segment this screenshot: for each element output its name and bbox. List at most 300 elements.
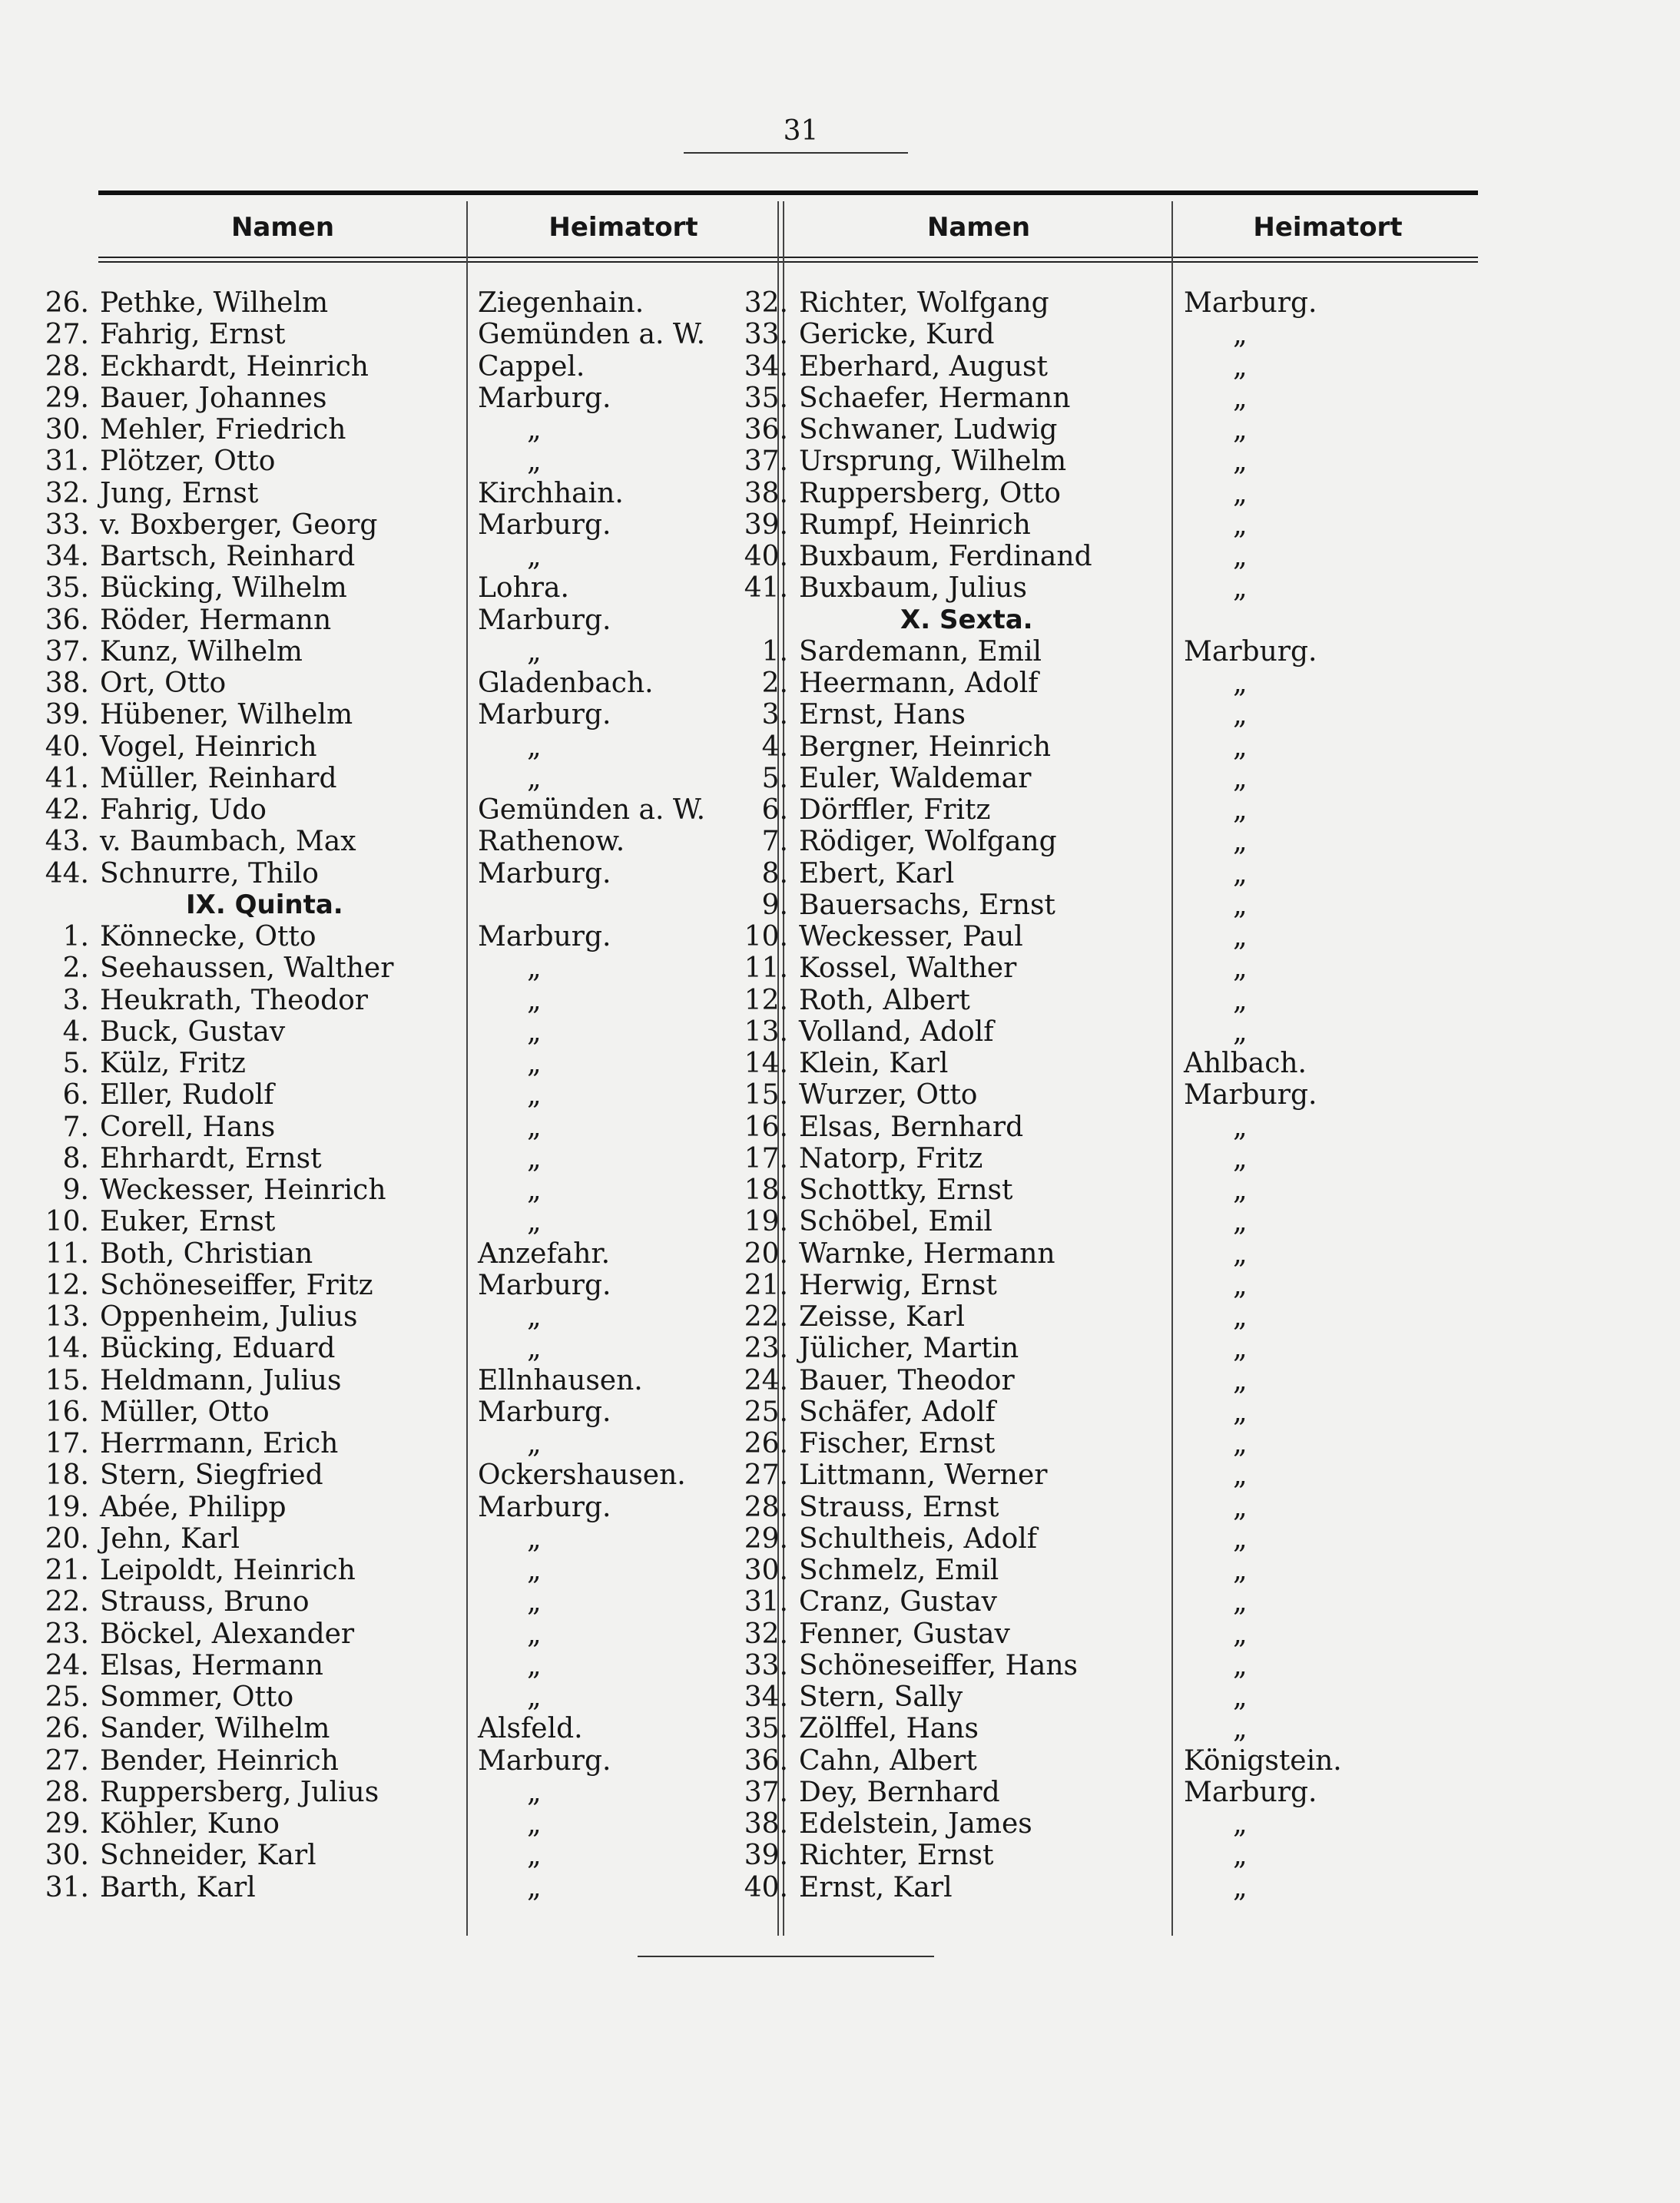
- student-name: Jehn, Karl: [100, 1522, 240, 1555]
- student-number: 6.: [62, 1079, 89, 1111]
- student-row: [43, 826, 773, 857]
- student-hometown: „: [1233, 1301, 1248, 1333]
- student-row: [742, 731, 1510, 763]
- student-name: Zeisse, Karl: [799, 1301, 966, 1333]
- student-hometown: Gemünden a. W.: [478, 794, 706, 826]
- student-hometown: „: [1233, 984, 1248, 1016]
- student-hometown: „: [1233, 1491, 1248, 1523]
- student-name: Ebert, Karl: [799, 857, 955, 889]
- student-row: [742, 952, 1510, 984]
- student-row: [43, 1270, 773, 1301]
- student-number: 37.: [744, 1776, 788, 1808]
- student-number: 43.: [45, 826, 89, 858]
- student-name: Kunz, Wilhelm: [100, 635, 303, 668]
- student-name: Bauersachs, Ernst: [799, 889, 1055, 921]
- student-number: 38.: [744, 477, 788, 509]
- student-name: Elsas, Bernhard: [799, 1111, 1024, 1143]
- student-number: 15.: [45, 1364, 89, 1396]
- student-number: 36.: [744, 1744, 788, 1777]
- student-hometown: „: [1233, 1459, 1248, 1492]
- student-name: Bauer, Theodor: [799, 1364, 1015, 1396]
- header-hometown-left: Heimatort: [548, 212, 698, 243]
- student-hometown: Marburg.: [478, 1744, 611, 1777]
- student-number: 4.: [761, 730, 788, 763]
- student-hometown: „: [527, 1840, 542, 1872]
- student-number: 21.: [744, 1269, 788, 1301]
- student-name: Strauss, Bruno: [100, 1586, 310, 1618]
- student-hometown: „: [1233, 1396, 1248, 1428]
- student-name: Schneider, Karl: [100, 1840, 316, 1872]
- page-number: 31: [783, 115, 819, 147]
- student-number: 27.: [45, 1744, 89, 1777]
- student-row: [742, 287, 1510, 319]
- student-hometown: Anzefahr.: [478, 1237, 611, 1270]
- student-number: 17.: [45, 1428, 89, 1459]
- student-number: 42.: [45, 794, 89, 826]
- student-number: 30.: [45, 414, 89, 446]
- student-row: [43, 1016, 773, 1048]
- student-name: Schäfer, Adolf: [799, 1396, 996, 1428]
- section-heading: X. Sexta.: [900, 604, 1033, 635]
- student-hometown: „: [527, 1522, 542, 1555]
- student-row: [43, 1555, 773, 1586]
- student-row: [742, 478, 1510, 509]
- student-number: 8.: [761, 857, 788, 889]
- student-row: [43, 1459, 773, 1491]
- student-number: 5.: [761, 762, 788, 794]
- student-row: [742, 1713, 1510, 1744]
- student-number: 14.: [45, 1333, 89, 1365]
- student-name: Wurzer, Otto: [799, 1079, 978, 1111]
- student-row: [43, 858, 773, 889]
- student-hometown: Marburg.: [478, 382, 611, 414]
- student-hometown: „: [1233, 1871, 1248, 1903]
- student-number: 41.: [45, 762, 89, 794]
- student-hometown: „: [1233, 1713, 1248, 1745]
- student-name: Ursprung, Wilhelm: [799, 446, 1067, 478]
- student-name: Weckesser, Heinrich: [100, 1174, 386, 1206]
- student-row: [742, 1270, 1510, 1301]
- student-name: Rödiger, Wolfgang: [799, 826, 1057, 858]
- student-row: [43, 1238, 773, 1270]
- student-name: Cahn, Albert: [799, 1744, 977, 1777]
- student-hometown: „: [1233, 1681, 1248, 1713]
- student-row: [742, 541, 1510, 572]
- student-name: Heermann, Adolf: [799, 668, 1039, 699]
- student-hometown: „: [527, 1048, 542, 1079]
- student-hometown: „: [1233, 1111, 1248, 1143]
- student-name: Ernst, Hans: [799, 699, 966, 731]
- student-hometown: „: [1233, 1142, 1248, 1174]
- student-number: 39.: [744, 1840, 788, 1872]
- student-number: 32.: [45, 477, 89, 509]
- student-row: [742, 572, 1510, 604]
- student-hometown: Marburg.: [1184, 287, 1317, 319]
- student-row: [742, 509, 1510, 541]
- student-name: Dörffler, Fritz: [799, 794, 991, 826]
- student-hometown: Marburg.: [478, 699, 611, 731]
- student-hometown: „: [527, 984, 542, 1016]
- student-name: Bender, Heinrich: [100, 1744, 339, 1777]
- student-hometown: „: [527, 1681, 542, 1713]
- student-hometown: Ellnhausen.: [478, 1364, 643, 1396]
- student-name: Littmann, Werner: [799, 1459, 1048, 1492]
- student-hometown: Gladenbach.: [478, 668, 654, 699]
- student-hometown: „: [1233, 1649, 1248, 1681]
- student-name: Elsas, Hermann: [100, 1649, 323, 1681]
- student-name: Abée, Philipp: [100, 1491, 287, 1523]
- student-hometown: „: [1233, 1618, 1248, 1650]
- student-number: 4.: [62, 1015, 89, 1048]
- student-row: [43, 1586, 773, 1618]
- student-number: 29.: [45, 382, 89, 414]
- student-name: Dey, Bernhard: [799, 1776, 1000, 1808]
- student-hometown: „: [1233, 794, 1248, 826]
- student-row: [43, 1618, 773, 1650]
- student-hometown: Marburg.: [1184, 1776, 1317, 1808]
- student-number: 40.: [744, 1871, 788, 1903]
- student-row: [742, 636, 1510, 668]
- student-name: Ort, Otto: [100, 668, 227, 699]
- student-name: Sommer, Otto: [100, 1681, 294, 1713]
- section-heading: IX. Quinta.: [186, 889, 343, 920]
- student-hometown: „: [527, 730, 542, 763]
- student-row: [43, 1681, 773, 1713]
- student-row: [742, 1523, 1510, 1555]
- student-hometown: „: [1233, 509, 1248, 541]
- student-row: [742, 794, 1510, 826]
- student-name: Vogel, Heinrich: [100, 730, 317, 763]
- page-number-rule: [684, 152, 908, 154]
- student-number: 10.: [45, 1206, 89, 1238]
- student-hometown: „: [1233, 1808, 1248, 1840]
- student-row: [43, 541, 773, 572]
- student-hometown: „: [527, 541, 542, 572]
- student-name: Schwaner, Ludwig: [799, 414, 1058, 446]
- student-hometown: „: [527, 1174, 542, 1206]
- student-name: Jung, Ernst: [100, 477, 259, 509]
- student-number: 31.: [45, 1871, 89, 1903]
- student-number: 36.: [45, 604, 89, 636]
- student-row: [742, 985, 1510, 1016]
- student-hometown: „: [1233, 382, 1248, 414]
- student-number: 11.: [45, 1237, 89, 1270]
- student-number: 25.: [744, 1396, 788, 1428]
- student-name: v. Baumbach, Max: [100, 826, 356, 858]
- student-row: [742, 1555, 1510, 1586]
- student-hometown: „: [1233, 699, 1248, 731]
- student-hometown: „: [1233, 1174, 1248, 1206]
- student-row: [43, 1206, 773, 1237]
- student-row: [43, 572, 773, 604]
- student-number: 17.: [744, 1142, 788, 1174]
- student-row: [43, 1840, 773, 1871]
- student-hometown: „: [1233, 414, 1248, 446]
- student-name: Röder, Hermann: [100, 604, 332, 636]
- student-number: 18.: [45, 1459, 89, 1492]
- student-number: 37.: [45, 635, 89, 668]
- student-row: [742, 1618, 1510, 1650]
- student-number: 5.: [62, 1048, 89, 1079]
- student-row: [742, 1365, 1510, 1396]
- student-name: Fenner, Gustav: [799, 1618, 1010, 1650]
- student-row: [43, 1301, 773, 1333]
- student-row: [742, 1650, 1510, 1681]
- student-row: [742, 668, 1510, 699]
- student-number: 35.: [744, 382, 788, 414]
- student-row: [43, 636, 773, 668]
- student-hometown: „: [527, 1586, 542, 1618]
- student-row: [43, 1492, 773, 1523]
- student-number: 23.: [744, 1333, 788, 1365]
- student-number: 37.: [744, 446, 788, 478]
- student-hometown: „: [527, 1015, 542, 1048]
- student-hometown: „: [1233, 319, 1248, 351]
- student-name: Warnke, Hermann: [799, 1237, 1055, 1270]
- student-hometown: „: [527, 1333, 542, 1365]
- student-name: Gericke, Kurd: [799, 319, 995, 351]
- student-row: [742, 889, 1510, 921]
- student-number: 35.: [45, 572, 89, 605]
- student-number: 40.: [744, 541, 788, 572]
- student-number: 12.: [744, 984, 788, 1016]
- student-row: [43, 763, 773, 794]
- header-names-right: Namen: [926, 212, 1031, 243]
- student-hometown: Kirchhain.: [478, 477, 624, 509]
- student-hometown: „: [527, 414, 542, 446]
- student-name: Bartsch, Reinhard: [100, 541, 356, 572]
- student-number: 8.: [62, 1142, 89, 1174]
- student-number: 9.: [761, 889, 788, 921]
- student-name: Pethke, Wilhelm: [100, 287, 329, 319]
- student-number: 29.: [744, 1522, 788, 1555]
- student-hometown: „: [1233, 857, 1248, 889]
- student-number: 6.: [761, 794, 788, 826]
- student-number: 28.: [744, 1491, 788, 1523]
- student-number: 41.: [744, 572, 788, 605]
- student-name: Schmelz, Emil: [799, 1555, 999, 1586]
- student-name: Fahrig, Udo: [100, 794, 267, 826]
- student-row: [43, 1428, 773, 1459]
- student-hometown: „: [1233, 446, 1248, 478]
- student-row: [43, 478, 773, 509]
- student-name: Richter, Ernst: [799, 1840, 994, 1872]
- student-row: [43, 287, 773, 319]
- student-number: 31.: [45, 446, 89, 478]
- student-number: 16.: [45, 1396, 89, 1428]
- student-name: Sander, Wilhelm: [100, 1713, 330, 1745]
- student-number: 39.: [744, 509, 788, 541]
- student-hometown: „: [1233, 1333, 1248, 1365]
- student-name: Heldmann, Julius: [100, 1364, 342, 1396]
- student-row: [742, 699, 1510, 730]
- student-hometown: Cappel.: [478, 350, 585, 383]
- student-hometown: Marburg.: [1184, 635, 1317, 668]
- student-name: Böckel, Alexander: [100, 1618, 355, 1650]
- student-name: Mehler, Friedrich: [100, 414, 346, 446]
- student-hometown: „: [527, 1079, 542, 1111]
- student-number: 36.: [744, 414, 788, 446]
- header-rule-double: [98, 261, 1478, 263]
- student-name: Jülicher, Martin: [799, 1333, 1019, 1365]
- student-hometown: „: [1233, 1428, 1248, 1459]
- student-row: [43, 1174, 773, 1206]
- student-hometown: „: [1233, 889, 1248, 921]
- student-hometown: „: [527, 1808, 542, 1840]
- header-hometown-right: Heimatort: [1253, 212, 1403, 243]
- student-row: [742, 1016, 1510, 1048]
- header-names-left: Namen: [230, 212, 335, 243]
- student-number: 23.: [45, 1618, 89, 1650]
- student-row: [43, 446, 773, 477]
- student-row: [43, 1396, 773, 1428]
- student-row: [43, 605, 773, 636]
- student-number: 21.: [45, 1555, 89, 1586]
- section-heading-row: [43, 889, 773, 921]
- student-hometown: „: [527, 762, 542, 794]
- student-hometown: „: [527, 1111, 542, 1143]
- student-number: 10.: [744, 921, 788, 952]
- student-number: 32.: [744, 287, 788, 319]
- student-name: Edelstein, James: [799, 1808, 1032, 1840]
- student-hometown: Lohra.: [478, 572, 569, 605]
- student-name: Könnecke, Otto: [100, 921, 316, 952]
- section-heading-row: [742, 605, 1510, 636]
- student-name: Schnurre, Thilo: [100, 857, 319, 889]
- student-row: [43, 1808, 773, 1840]
- student-hometown: „: [1233, 541, 1248, 572]
- student-name: Weckesser, Paul: [799, 921, 1023, 952]
- student-hometown: „: [1233, 668, 1248, 699]
- student-name: Schaefer, Hermann: [799, 382, 1071, 414]
- student-hometown: „: [527, 1776, 542, 1808]
- student-hometown: Rathenow.: [478, 826, 625, 858]
- student-name: Strauss, Ernst: [799, 1491, 999, 1523]
- student-hometown: „: [1233, 477, 1248, 509]
- student-name: Bauer, Johannes: [100, 382, 327, 414]
- student-number: 29.: [45, 1808, 89, 1840]
- student-hometown: „: [527, 1649, 542, 1681]
- student-name: Volland, Adolf: [799, 1015, 994, 1048]
- student-hometown: „: [1233, 921, 1248, 952]
- student-number: 14.: [744, 1048, 788, 1079]
- student-hometown: „: [527, 1142, 542, 1174]
- student-hometown: Marburg.: [478, 1269, 611, 1301]
- student-hometown: „: [1233, 1586, 1248, 1618]
- student-row: [43, 1872, 773, 1903]
- student-name: Schultheis, Adolf: [799, 1522, 1038, 1555]
- student-number: 33.: [744, 319, 788, 351]
- student-name: Plötzer, Otto: [100, 446, 276, 478]
- student-row: [43, 731, 773, 763]
- student-number: 16.: [744, 1111, 788, 1143]
- student-hometown: „: [527, 1555, 542, 1586]
- student-row: [742, 1238, 1510, 1270]
- student-row: [742, 1143, 1510, 1174]
- student-name: Seehaussen, Walther: [100, 952, 394, 985]
- student-number: 2.: [761, 668, 788, 699]
- student-row: [43, 1745, 773, 1777]
- student-name: Eller, Rudolf: [100, 1079, 274, 1111]
- student-hometown: Ahlbach.: [1184, 1048, 1307, 1079]
- student-hometown: Ziegenhain.: [478, 287, 644, 319]
- student-number: 40.: [45, 730, 89, 763]
- student-hometown: „: [527, 1301, 542, 1333]
- student-row: [742, 1872, 1510, 1903]
- student-hometown: „: [527, 1871, 542, 1903]
- student-hometown: „: [527, 446, 542, 478]
- student-row: [742, 1301, 1510, 1333]
- student-hometown: „: [1233, 350, 1248, 383]
- student-number: 26.: [744, 1428, 788, 1459]
- student-hometown: Ockershausen.: [478, 1459, 686, 1492]
- student-number: 2.: [62, 952, 89, 985]
- student-row: [43, 1777, 773, 1808]
- student-hometown: Marburg.: [478, 1396, 611, 1428]
- student-number: 20.: [45, 1522, 89, 1555]
- student-number: 31.: [744, 1586, 788, 1618]
- student-row: [742, 1777, 1510, 1808]
- student-row: [43, 952, 773, 984]
- student-number: 24.: [744, 1364, 788, 1396]
- student-hometown: Marburg.: [478, 604, 611, 636]
- student-number: 12.: [45, 1269, 89, 1301]
- student-row: [742, 1808, 1510, 1840]
- left-student-list: [43, 287, 773, 1903]
- student-hometown: „: [1233, 952, 1248, 985]
- student-row: [43, 1523, 773, 1555]
- student-name: Fischer, Ernst: [799, 1428, 996, 1459]
- student-row: [43, 1365, 773, 1396]
- student-row: [742, 1048, 1510, 1079]
- student-row: [43, 794, 773, 826]
- student-row: [742, 1206, 1510, 1237]
- student-row: [742, 351, 1510, 383]
- student-number: 3.: [62, 984, 89, 1016]
- student-name: Hübener, Wilhelm: [100, 699, 353, 731]
- student-hometown: „: [1233, 826, 1248, 858]
- student-hometown: „: [1233, 1840, 1248, 1872]
- student-name: Eckhardt, Heinrich: [100, 350, 369, 383]
- student-row: [43, 351, 773, 383]
- student-row: [43, 509, 773, 541]
- student-name: Buck, Gustav: [100, 1015, 286, 1048]
- student-hometown: „: [1233, 1015, 1248, 1048]
- student-row: [742, 446, 1510, 477]
- student-number: 13.: [45, 1301, 89, 1333]
- student-hometown: „: [1233, 572, 1248, 605]
- student-name: Richter, Wolfgang: [799, 287, 1049, 319]
- student-row: [742, 921, 1510, 952]
- student-row: [43, 1143, 773, 1174]
- student-number: 3.: [761, 699, 788, 731]
- student-number: 38.: [45, 668, 89, 699]
- student-row: [43, 319, 773, 350]
- student-number: 7.: [761, 826, 788, 858]
- student-name: Buxbaum, Ferdinand: [799, 541, 1092, 572]
- student-row: [742, 1840, 1510, 1871]
- student-row: [742, 763, 1510, 794]
- student-row: [43, 668, 773, 699]
- student-name: Schöneseiffer, Hans: [799, 1649, 1079, 1681]
- student-number: 15.: [744, 1079, 788, 1111]
- student-number: 26.: [45, 287, 89, 319]
- student-name: Rumpf, Heinrich: [799, 509, 1031, 541]
- student-row: [742, 1174, 1510, 1206]
- student-number: 22.: [45, 1586, 89, 1618]
- student-number: 30.: [744, 1555, 788, 1586]
- student-row: [742, 1681, 1510, 1713]
